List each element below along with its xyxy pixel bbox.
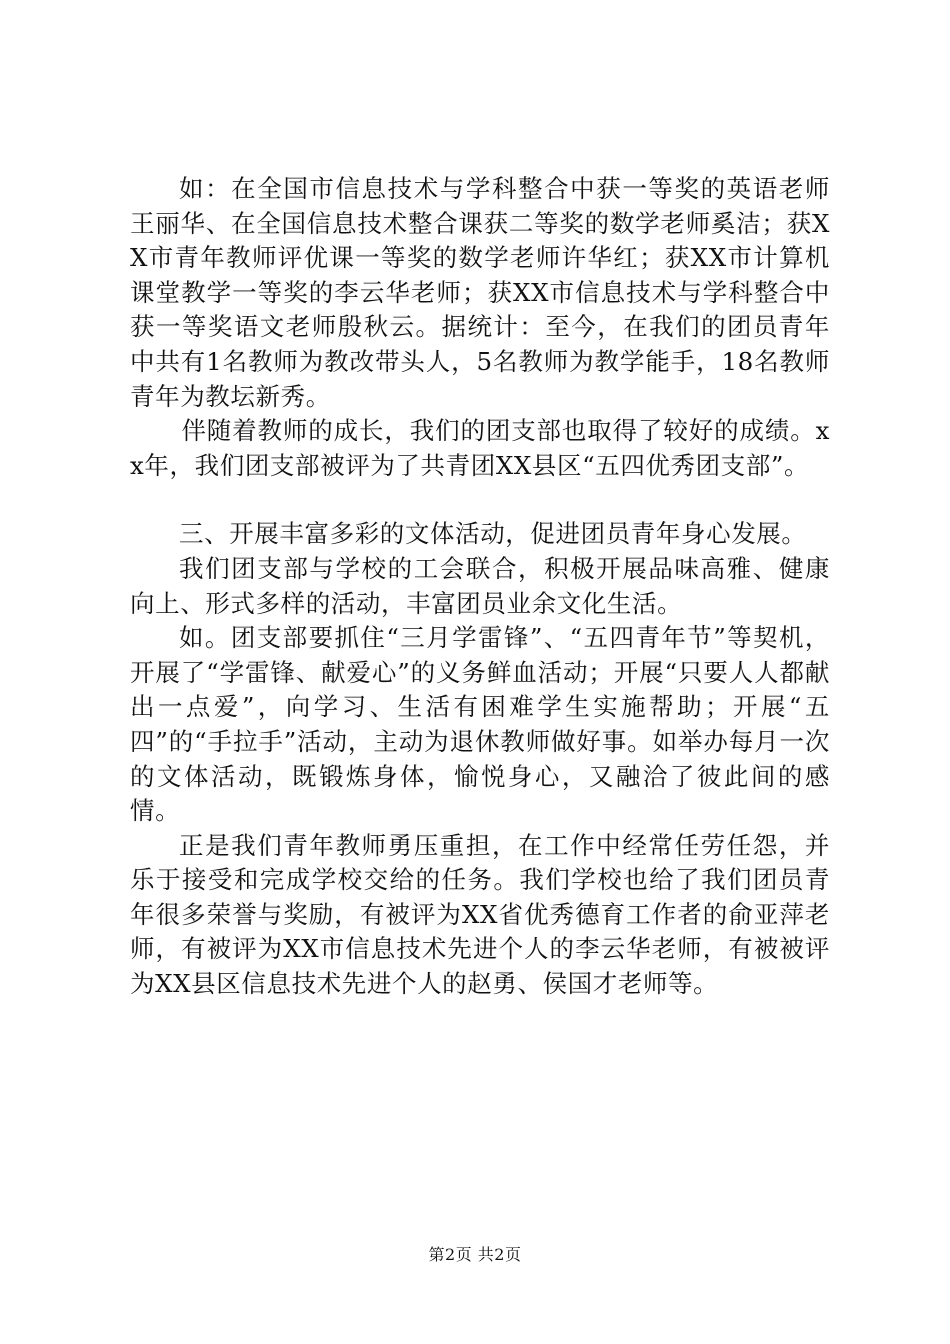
paragraph-awards: 如：在全国市信息技术与学科整合中获一等奖的英语老师王丽华、在全国信息技术整合课获二等奖的数学老师奚洁；获XX市青年教师评优课一等奖的数学老师许华红；获XX市计算机课堂教学一等奖的李云华老师；获XX市信息技术与学科整合中获一等奖语文老师殷秋云。据统计：至今，在我们的团员青年中共有1名教师为教改带头人，5名教师为教学能手，18名教师青年为教坛新秀。 bbox=[130, 174, 830, 411]
page-number-footer: 第2页 共2页 bbox=[428, 1245, 522, 1264]
paragraph-honors: 正是我们青年教师勇压重担，在工作中经常任劳任怨，并乐于接受和完成学校交给的任务。我们学校也给了我们团员青年很多荣誉与奖励，有被评为XX省优秀德育工作者的俞亚萍老师，有被评为XX市信息技术先进个人的李云华老师，有被被评为XX县区信息技术先进个人的赵勇、侯国才老师等。 bbox=[130, 830, 830, 999]
paragraph-activity-examples: 如。团支部要抓住“三月学雷锋”、“五四青年节”等契机，开展了“学雷锋、献爱心”的义务鲜血活动；开展“只要人人都献出一点爱”，向学习、生活有困难学生实施帮助；开展“五四”的“手拉手”活动，主动为退休教师做好事。如举办每月一次的文体活动，既锻炼身体，愉悦身心，又融洽了彼此间的感情。 bbox=[130, 623, 830, 826]
section-heading-activities: 三、开展丰富多彩的文体活动，促进团员青年身心发展。 bbox=[179, 519, 807, 549]
paragraph-union-cooperation: 我们团支部与学校的工会联合，积极开展品味高雅、健康向上、形式多样的活动，丰富团员业余文化生活。 bbox=[130, 553, 830, 618]
document-body bbox=[130, 172, 830, 1002]
paragraph-branch-achievement: 伴随着教师的成长，我们的团支部也取得了较好的成绩。xx年，我们团支部被评为了共青团XX县区“五四优秀团支部”。 bbox=[130, 416, 830, 480]
